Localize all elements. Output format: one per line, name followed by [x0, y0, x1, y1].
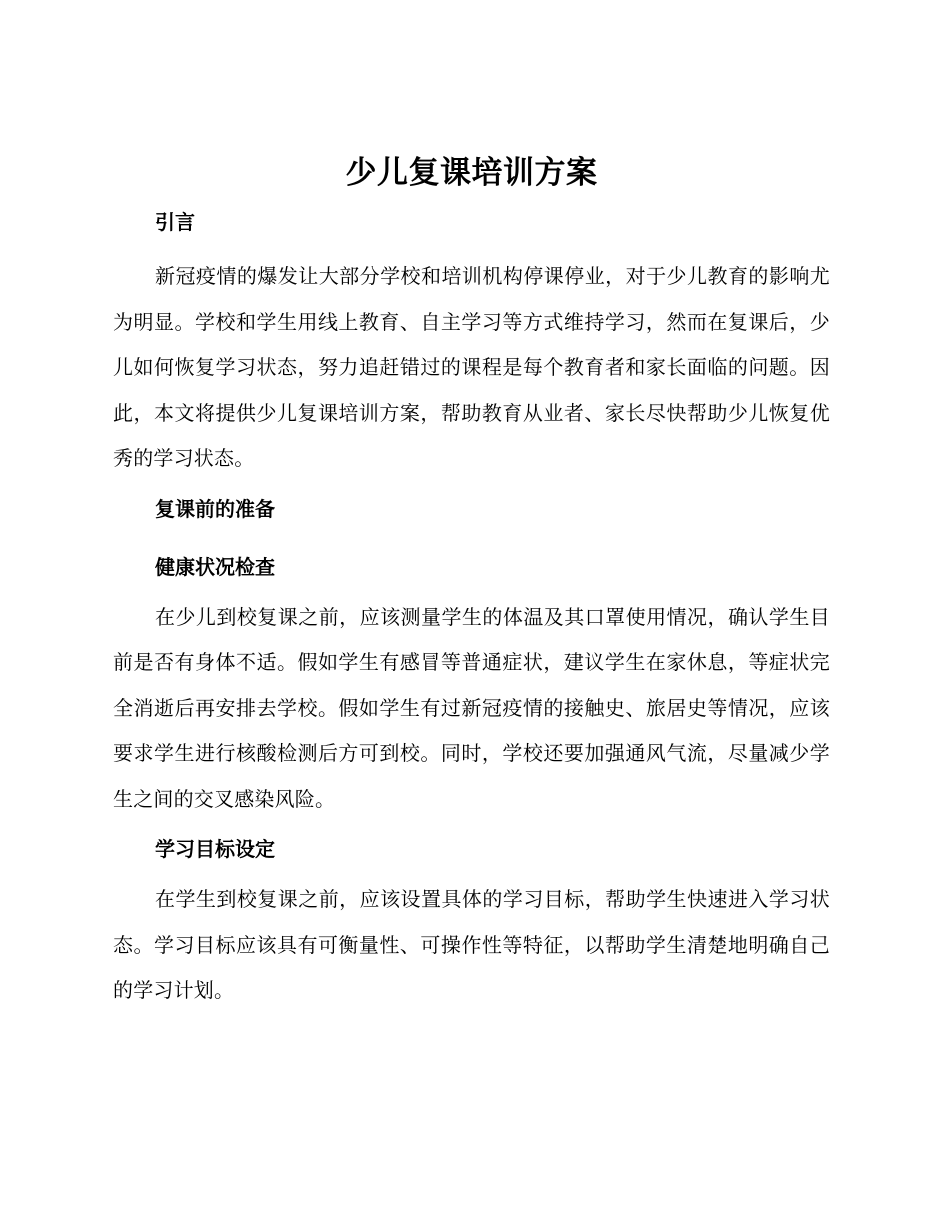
- section-heading-preparation: 复课前的准备: [155, 496, 275, 521]
- section-heading-intro: 引言: [155, 210, 195, 234]
- section-heading-health-check: 健康状况检查: [155, 554, 275, 579]
- section-heading-learning-goals: 学习目标设定: [155, 837, 275, 861]
- paragraph-health-check: 在少儿到校复课之前，应该测量学生的体温及其口罩使用情况，确认学生目前是否有身体不适。假如学生有感冒等普通症状，建议学生在家休息，等症状完全消逝后再安排去学校。假如学生有过新冠疫情的接触史、旅居史等情况，应该要求学生进行核酸检测后方可到校。同时，学校还要加强通风气流，尽量减少学生之间的交叉感染风险。: [113, 604, 830, 811]
- paragraph-intro: 新冠疫情的爆发让大部分学校和培训机构停课停业，对于少儿教育的影响尤为明显。学校和学生用线上教育、自主学习等方式维持学习，然而在复课后，少儿如何恢复学习状态，努力追赶错过的课程是每个教育者和家长面临的问题。因此，本文将提供少儿复课培训方案，帮助教育从业者、家长尽快帮助少儿恢复优秀的学习状态。: [113, 264, 830, 470]
- paragraph-learning-goals: 在学生到校复课之前，应该设置具体的学习目标，帮助学生快速进入学习状态。学习目标应该具有可衡量性、可操作性等特征，以帮助学生清楚地明确自己的学习计划。: [113, 887, 830, 1002]
- document-title: 少儿复课培训方案: [345, 155, 598, 191]
